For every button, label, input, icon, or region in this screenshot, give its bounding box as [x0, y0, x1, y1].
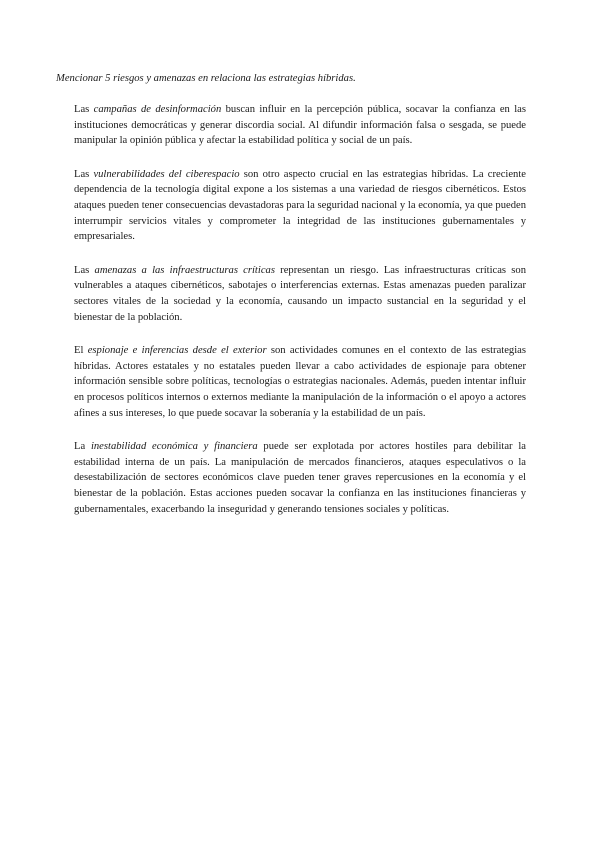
paragraph-critical-infrastructure [74, 263, 526, 326]
paragraph-lead: Las [74, 168, 94, 180]
paragraph-lead: El [74, 344, 88, 356]
paragraph-lead: Las [74, 264, 95, 276]
key-term: inestabilidad económica y financiera [90, 440, 258, 452]
paragraph-text: buscan influir en la percepción pública, socavar la confianza en las instituciones democráticas y generar discordia social. Al difundir información falsa o sesgada, se puede manipular la opinión pública y afectar la estabilidad política y social de un país. [74, 104, 526, 147]
paragraph-lead: Las [74, 104, 94, 115]
paragraph-text: son actividades comunes en el contexto de las estrategias híbridas. Actores estatales y no estatales pueden llevar a cabo actividades de espionaje para obtener información sensible sobre políticas, tecnologías o estrategias nacionales. Además, pueden intentar influir en procesos políticos internos o externos mediante la manipulación de la información o el apoyo a actores afines a sus intereses, lo que puede socavar la soberanía y la estabilidad de un país. [74, 344, 526, 419]
key-term: vulnerabilidades del ciberespacio [93, 168, 240, 180]
paragraph-cyberspace [74, 167, 526, 246]
paragraph-text: puede ser explotada por actores hostiles para debilitar la estabilidad interna de un país. La manipulación de mercados financieros, ataques especulativos o la desestabilización de sectores económicos clave pueden tener graves repercusiones en la economía y el bienestar de la población. Estas acciones pueden socavar la confianza en las instituciones financieras y gubernamentales, exacerbando la inseguridad y generando tensiones sociales y políticas. [74, 440, 526, 515]
paragraph-economic-instability [74, 439, 526, 518]
document-heading: Mencionar 5 riesgos y amenazas en relaciona las estrategias híbridas. [56, 73, 356, 84]
paragraph-text: representan un riesgo. Las infraestructuras críticas son vulnerables a ataques cibernéticos, sabotajes o interferencias externas. Estas amenazas pueden paralizar sectores vitales de la sociedad y la economía, causando un impacto sustancial en la seguridad y el bienestar de la población. [74, 264, 526, 323]
key-term: espionaje e inferencias desde el exterior [87, 344, 267, 356]
document-body [74, 102, 526, 535]
paragraph-lead: La [74, 440, 91, 452]
paragraph-text: son otro aspecto crucial en las estrategias híbridas. La creciente dependencia de la tecnología digital expone a los sistemas a una variedad de riesgos cibernéticos. Estos ataques pueden tener consecuencias devastadoras para la seguridad nacional y la economía, ya que pueden interrumpir servicios vitales y comprometer la integridad de las instituciones gubernamentales y empresariales. [74, 168, 526, 243]
paragraph-espionage [74, 343, 526, 422]
key-term: amenazas a las infraestructuras críticas [94, 264, 275, 276]
key-term: campañas de desinformación [93, 104, 222, 115]
paragraph-disinformation [74, 102, 526, 149]
